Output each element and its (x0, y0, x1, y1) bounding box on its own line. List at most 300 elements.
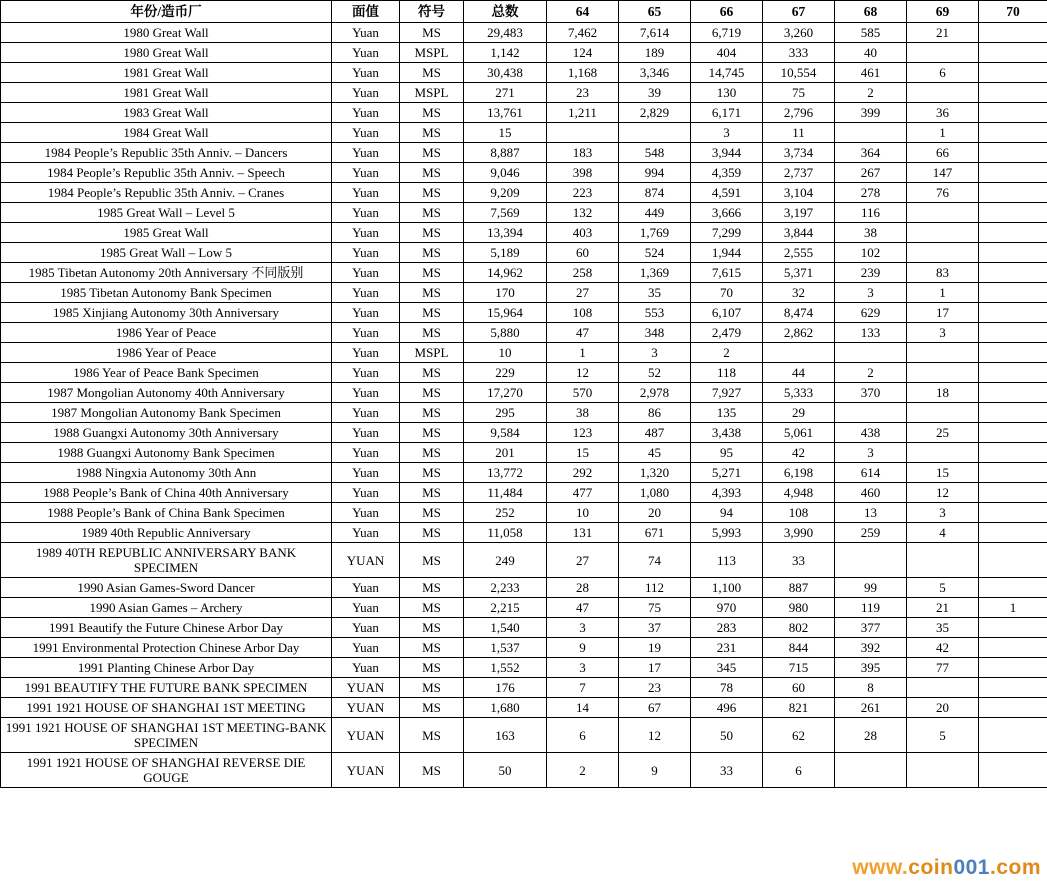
cell-grade-65: 553 (619, 303, 691, 323)
cell-symbol: MS (400, 143, 464, 163)
table-row (1, 423, 1047, 443)
cell-symbol: MS (400, 203, 464, 223)
table-row (1, 543, 1047, 578)
cell-total: 2,233 (464, 578, 547, 598)
cell-grade-68: 119 (835, 598, 907, 618)
cell-grade-68: 377 (835, 618, 907, 638)
cell-grade-70 (979, 103, 1047, 123)
column-header-total: 总数 (464, 1, 547, 23)
cell-grade-65: 2,829 (619, 103, 691, 123)
cell-grade-65: 189 (619, 43, 691, 63)
cell-symbol: MS (400, 523, 464, 543)
table-row (1, 578, 1047, 598)
cell-total: 170 (464, 283, 547, 303)
cell-grade-65: 874 (619, 183, 691, 203)
cell-grade-64: 403 (547, 223, 619, 243)
cell-grade-68: 3 (835, 443, 907, 463)
cell-grade-67: 2,555 (763, 243, 835, 263)
cell-total: 271 (464, 83, 547, 103)
cell-grade-64: 10 (547, 503, 619, 523)
cell-grade-65: 487 (619, 423, 691, 443)
cell-denomination: Yuan (332, 203, 400, 223)
cell-name: 1987 Mongolian Autonomy 40th Anniversary (1, 383, 332, 403)
cell-grade-65: 45 (619, 443, 691, 463)
cell-symbol: MS (400, 598, 464, 618)
cell-grade-68: 8 (835, 678, 907, 698)
cell-denomination: Yuan (332, 43, 400, 63)
cell-symbol: MS (400, 618, 464, 638)
cell-grade-65: 9 (619, 753, 691, 788)
cell-denomination: Yuan (332, 283, 400, 303)
cell-symbol: MS (400, 638, 464, 658)
cell-grade-64: 183 (547, 143, 619, 163)
cell-denomination: Yuan (332, 103, 400, 123)
cell-grade-68: 2 (835, 83, 907, 103)
cell-grade-70 (979, 543, 1047, 578)
table-row (1, 483, 1047, 503)
cell-grade-64: 398 (547, 163, 619, 183)
cell-grade-70 (979, 403, 1047, 423)
cell-grade-68: 102 (835, 243, 907, 263)
cell-grade-66: 113 (691, 543, 763, 578)
cell-grade-70 (979, 23, 1047, 43)
cell-grade-66: 1,100 (691, 578, 763, 598)
cell-grade-65: 12 (619, 718, 691, 753)
cell-total: 11,058 (464, 523, 547, 543)
cell-denomination: YUAN (332, 698, 400, 718)
cell-grade-67: 8,474 (763, 303, 835, 323)
cell-symbol: MSPL (400, 343, 464, 363)
cell-grade-67: 5,333 (763, 383, 835, 403)
cell-symbol: MS (400, 483, 464, 503)
cell-grade-70 (979, 243, 1047, 263)
table-row (1, 638, 1047, 658)
cell-grade-67: 11 (763, 123, 835, 143)
cell-name: 1984 People’s Republic 35th Anniv. – Dancers (1, 143, 332, 163)
cell-total: 1,680 (464, 698, 547, 718)
cell-grade-69: 12 (907, 483, 979, 503)
table-row (1, 503, 1047, 523)
cell-grade-67: 715 (763, 658, 835, 678)
cell-grade-65: 74 (619, 543, 691, 578)
cell-grade-64: 108 (547, 303, 619, 323)
cell-denomination: Yuan (332, 638, 400, 658)
cell-grade-70 (979, 618, 1047, 638)
table-row (1, 363, 1047, 383)
cell-grade-67: 821 (763, 698, 835, 718)
cell-grade-67: 802 (763, 618, 835, 638)
cell-grade-69: 18 (907, 383, 979, 403)
cell-grade-65: 3 (619, 343, 691, 363)
cell-grade-64: 132 (547, 203, 619, 223)
table-row (1, 443, 1047, 463)
cell-grade-66: 94 (691, 503, 763, 523)
table-row (1, 598, 1047, 618)
cell-grade-67: 3,104 (763, 183, 835, 203)
table-row (1, 323, 1047, 343)
cell-grade-66: 2,479 (691, 323, 763, 343)
table-row (1, 678, 1047, 698)
column-header-grade-69: 69 (907, 1, 979, 23)
cell-grade-69 (907, 443, 979, 463)
cell-grade-64: 1,168 (547, 63, 619, 83)
cell-grade-68 (835, 543, 907, 578)
cell-symbol: MS (400, 363, 464, 383)
cell-grade-70 (979, 578, 1047, 598)
cell-grade-64: 6 (547, 718, 619, 753)
cell-denomination: Yuan (332, 323, 400, 343)
table-header (1, 1, 1047, 23)
cell-grade-66: 14,745 (691, 63, 763, 83)
cell-name: 1988 Guangxi Autonomy Bank Specimen (1, 443, 332, 463)
cell-grade-69: 21 (907, 23, 979, 43)
cell-denomination: Yuan (332, 183, 400, 203)
table-row (1, 163, 1047, 183)
cell-grade-65: 35 (619, 283, 691, 303)
cell-name: 1984 People’s Republic 35th Anniv. – Cranes (1, 183, 332, 203)
cell-name: 1991 Environmental Protection Chinese Arbor Day (1, 638, 332, 658)
cell-name: 1991 1921 HOUSE OF SHANGHAI 1ST MEETING-BANK SPECIMEN (1, 718, 332, 753)
cell-grade-65: 19 (619, 638, 691, 658)
cell-denomination: Yuan (332, 463, 400, 483)
cell-grade-68: 259 (835, 523, 907, 543)
cell-grade-65: 548 (619, 143, 691, 163)
cell-grade-70 (979, 443, 1047, 463)
cell-grade-64: 7 (547, 678, 619, 698)
cell-grade-66: 2 (691, 343, 763, 363)
cell-grade-70 (979, 658, 1047, 678)
cell-name: 1990 Asian Games-Sword Dancer (1, 578, 332, 598)
cell-symbol: MS (400, 163, 464, 183)
cell-name: 1988 Ningxia Autonomy 30th Ann (1, 463, 332, 483)
cell-grade-66: 5,993 (691, 523, 763, 543)
cell-grade-68: 239 (835, 263, 907, 283)
cell-grade-69: 77 (907, 658, 979, 678)
cell-grade-65: 52 (619, 363, 691, 383)
cell-denomination: Yuan (332, 578, 400, 598)
cell-grade-64: 23 (547, 83, 619, 103)
column-header-grade-70: 70 (979, 1, 1047, 23)
cell-grade-69 (907, 83, 979, 103)
cell-grade-69: 1 (907, 283, 979, 303)
cell-symbol: MS (400, 678, 464, 698)
cell-grade-68 (835, 753, 907, 788)
cell-name: 1988 People’s Bank of China Bank Specimen (1, 503, 332, 523)
table-row (1, 123, 1047, 143)
cell-grade-64: 47 (547, 598, 619, 618)
cell-denomination: Yuan (332, 223, 400, 243)
cell-grade-70 (979, 183, 1047, 203)
cell-denomination: Yuan (332, 423, 400, 443)
cell-grade-66: 95 (691, 443, 763, 463)
table-row (1, 463, 1047, 483)
cell-grade-64: 9 (547, 638, 619, 658)
cell-symbol: MSPL (400, 43, 464, 63)
cell-grade-67: 3,197 (763, 203, 835, 223)
cell-grade-70 (979, 83, 1047, 103)
cell-grade-69: 21 (907, 598, 979, 618)
cell-symbol: MS (400, 383, 464, 403)
cell-name: 1991 1921 HOUSE OF SHANGHAI REVERSE DIE GOUGE (1, 753, 332, 788)
cell-grade-68: 116 (835, 203, 907, 223)
cell-grade-69 (907, 43, 979, 63)
cell-grade-70 (979, 163, 1047, 183)
table-row (1, 698, 1047, 718)
cell-grade-70 (979, 123, 1047, 143)
cell-total: 15,964 (464, 303, 547, 323)
cell-grade-67: 2,737 (763, 163, 835, 183)
cell-grade-66: 496 (691, 698, 763, 718)
cell-grade-65: 449 (619, 203, 691, 223)
table-row (1, 103, 1047, 123)
cell-grade-69: 5 (907, 718, 979, 753)
cell-grade-67: 29 (763, 403, 835, 423)
cell-grade-68: 370 (835, 383, 907, 403)
cell-name: 1984 People’s Republic 35th Anniv. – Speech (1, 163, 332, 183)
cell-grade-64: 12 (547, 363, 619, 383)
cell-grade-67: 2,862 (763, 323, 835, 343)
cell-grade-69 (907, 753, 979, 788)
cell-grade-69: 20 (907, 698, 979, 718)
cell-grade-66: 231 (691, 638, 763, 658)
cell-grade-68: 38 (835, 223, 907, 243)
cell-name: 1981 Great Wall (1, 83, 332, 103)
cell-grade-67: 6 (763, 753, 835, 788)
cell-grade-67 (763, 343, 835, 363)
column-header-grade-66: 66 (691, 1, 763, 23)
cell-name: 1986 Year of Peace (1, 343, 332, 363)
cell-grade-70 (979, 263, 1047, 283)
cell-grade-69: 83 (907, 263, 979, 283)
cell-grade-66: 70 (691, 283, 763, 303)
watermark-com: .com (989, 856, 1041, 879)
cell-total: 17,270 (464, 383, 547, 403)
cell-symbol: MS (400, 698, 464, 718)
cell-name: 1983 Great Wall (1, 103, 332, 123)
cell-symbol: MS (400, 183, 464, 203)
cell-grade-65: 524 (619, 243, 691, 263)
cell-symbol: MS (400, 303, 464, 323)
cell-grade-68: 3 (835, 283, 907, 303)
cell-denomination: Yuan (332, 123, 400, 143)
cell-name: 1988 Guangxi Autonomy 30th Anniversary (1, 423, 332, 443)
cell-grade-64: 131 (547, 523, 619, 543)
cell-grade-66: 7,299 (691, 223, 763, 243)
cell-grade-64: 27 (547, 283, 619, 303)
cell-grade-69 (907, 543, 979, 578)
cell-grade-70 (979, 678, 1047, 698)
cell-name: 1981 Great Wall (1, 63, 332, 83)
cell-grade-65: 3,346 (619, 63, 691, 83)
cell-grade-68: 13 (835, 503, 907, 523)
cell-grade-65: 994 (619, 163, 691, 183)
cell-grade-66: 6,107 (691, 303, 763, 323)
cell-grade-69: 66 (907, 143, 979, 163)
cell-name: 1980 Great Wall (1, 23, 332, 43)
cell-grade-64: 123 (547, 423, 619, 443)
cell-grade-64: 3 (547, 658, 619, 678)
cell-grade-67: 75 (763, 83, 835, 103)
cell-symbol: MS (400, 503, 464, 523)
cell-grade-65: 75 (619, 598, 691, 618)
cell-symbol: MS (400, 283, 464, 303)
cell-grade-68: 133 (835, 323, 907, 343)
cell-grade-64: 15 (547, 443, 619, 463)
cell-grade-64: 223 (547, 183, 619, 203)
cell-grade-70 (979, 638, 1047, 658)
cell-denomination: Yuan (332, 143, 400, 163)
cell-name: 1985 Great Wall – Level 5 (1, 203, 332, 223)
cell-grade-68: 629 (835, 303, 907, 323)
cell-grade-70 (979, 283, 1047, 303)
cell-grade-66: 6,719 (691, 23, 763, 43)
cell-grade-64: 258 (547, 263, 619, 283)
cell-grade-66: 1,944 (691, 243, 763, 263)
cell-denomination: Yuan (332, 523, 400, 543)
cell-denomination: Yuan (332, 163, 400, 183)
cell-grade-69: 35 (907, 618, 979, 638)
column-header-grade-67: 67 (763, 1, 835, 23)
cell-grade-64: 60 (547, 243, 619, 263)
cell-grade-68: 364 (835, 143, 907, 163)
table-row (1, 523, 1047, 543)
cell-total: 13,761 (464, 103, 547, 123)
cell-grade-68: 438 (835, 423, 907, 443)
cell-grade-64: 28 (547, 578, 619, 598)
cell-grade-66: 7,615 (691, 263, 763, 283)
cell-grade-69: 6 (907, 63, 979, 83)
cell-grade-67: 33 (763, 543, 835, 578)
cell-grade-67: 333 (763, 43, 835, 63)
cell-grade-68: 28 (835, 718, 907, 753)
cell-grade-65: 67 (619, 698, 691, 718)
column-header-grade-68: 68 (835, 1, 907, 23)
cell-denomination: YUAN (332, 718, 400, 753)
cell-grade-65: 23 (619, 678, 691, 698)
cell-denomination: Yuan (332, 363, 400, 383)
cell-grade-67: 10,554 (763, 63, 835, 83)
cell-grade-65: 86 (619, 403, 691, 423)
cell-name: 1985 Great Wall (1, 223, 332, 243)
cell-grade-70 (979, 363, 1047, 383)
cell-grade-70 (979, 303, 1047, 323)
cell-grade-67: 844 (763, 638, 835, 658)
table-row (1, 63, 1047, 83)
cell-grade-68: 395 (835, 658, 907, 678)
table-row (1, 753, 1047, 788)
cell-name: 1984 Great Wall (1, 123, 332, 143)
cell-grade-66: 4,591 (691, 183, 763, 203)
cell-grade-69: 17 (907, 303, 979, 323)
cell-grade-66: 345 (691, 658, 763, 678)
cell-denomination: Yuan (332, 303, 400, 323)
cell-name: 1988 People’s Bank of China 40th Anniversary (1, 483, 332, 503)
cell-grade-66: 135 (691, 403, 763, 423)
cell-grade-68: 399 (835, 103, 907, 123)
cell-grade-66: 7,927 (691, 383, 763, 403)
cell-grade-70 (979, 223, 1047, 243)
cell-total: 2,215 (464, 598, 547, 618)
cell-grade-66: 3 (691, 123, 763, 143)
cell-grade-68: 2 (835, 363, 907, 383)
cell-grade-66: 5,271 (691, 463, 763, 483)
cell-grade-69: 5 (907, 578, 979, 598)
cell-denomination: Yuan (332, 23, 400, 43)
cell-grade-65: 1,080 (619, 483, 691, 503)
cell-grade-66: 130 (691, 83, 763, 103)
cell-grade-68: 99 (835, 578, 907, 598)
cell-grade-66: 118 (691, 363, 763, 383)
cell-grade-68: 614 (835, 463, 907, 483)
cell-total: 252 (464, 503, 547, 523)
cell-denomination: Yuan (332, 343, 400, 363)
cell-denomination: Yuan (332, 263, 400, 283)
cell-grade-66: 4,359 (691, 163, 763, 183)
cell-grade-70 (979, 503, 1047, 523)
cell-grade-64: 570 (547, 383, 619, 403)
cell-grade-67: 5,061 (763, 423, 835, 443)
cell-grade-69: 3 (907, 323, 979, 343)
cell-grade-65: 39 (619, 83, 691, 103)
cell-grade-64: 124 (547, 43, 619, 63)
cell-symbol: MS (400, 463, 464, 483)
cell-name: 1985 Tibetan Autonomy Bank Specimen (1, 283, 332, 303)
cell-grade-70 (979, 383, 1047, 403)
cell-grade-64: 1 (547, 343, 619, 363)
cell-grade-66: 78 (691, 678, 763, 698)
table-row (1, 658, 1047, 678)
table-body (1, 23, 1047, 788)
cell-grade-66: 404 (691, 43, 763, 63)
cell-grade-64: 47 (547, 323, 619, 343)
cell-denomination: Yuan (332, 83, 400, 103)
cell-grade-70 (979, 43, 1047, 63)
cell-grade-68: 267 (835, 163, 907, 183)
cell-grade-67: 980 (763, 598, 835, 618)
cell-grade-64: 27 (547, 543, 619, 578)
cell-grade-69: 42 (907, 638, 979, 658)
table-row (1, 263, 1047, 283)
cell-grade-64: 38 (547, 403, 619, 423)
watermark-www: www. (852, 856, 909, 879)
table-header-row (1, 1, 1047, 23)
cell-grade-69 (907, 363, 979, 383)
cell-total: 10 (464, 343, 547, 363)
cell-total: 201 (464, 443, 547, 463)
cell-name: 1991 Beautify the Future Chinese Arbor Day (1, 618, 332, 638)
cell-grade-65: 2,978 (619, 383, 691, 403)
cell-symbol: MS (400, 263, 464, 283)
cell-grade-67: 3,260 (763, 23, 835, 43)
cell-grade-66: 33 (691, 753, 763, 788)
cell-name: 1987 Mongolian Autonomy Bank Specimen (1, 403, 332, 423)
cell-grade-65: 348 (619, 323, 691, 343)
cell-grade-65: 1,769 (619, 223, 691, 243)
cell-grade-69: 15 (907, 463, 979, 483)
cell-grade-68: 392 (835, 638, 907, 658)
cell-symbol: MS (400, 63, 464, 83)
cell-denomination: YUAN (332, 678, 400, 698)
table-row (1, 203, 1047, 223)
cell-grade-69: 25 (907, 423, 979, 443)
cell-grade-64: 2 (547, 753, 619, 788)
cell-grade-70 (979, 323, 1047, 343)
cell-grade-69 (907, 223, 979, 243)
cell-symbol: MSPL (400, 83, 464, 103)
cell-symbol: MS (400, 23, 464, 43)
watermark-number: 001 (953, 856, 990, 879)
cell-grade-70 (979, 463, 1047, 483)
